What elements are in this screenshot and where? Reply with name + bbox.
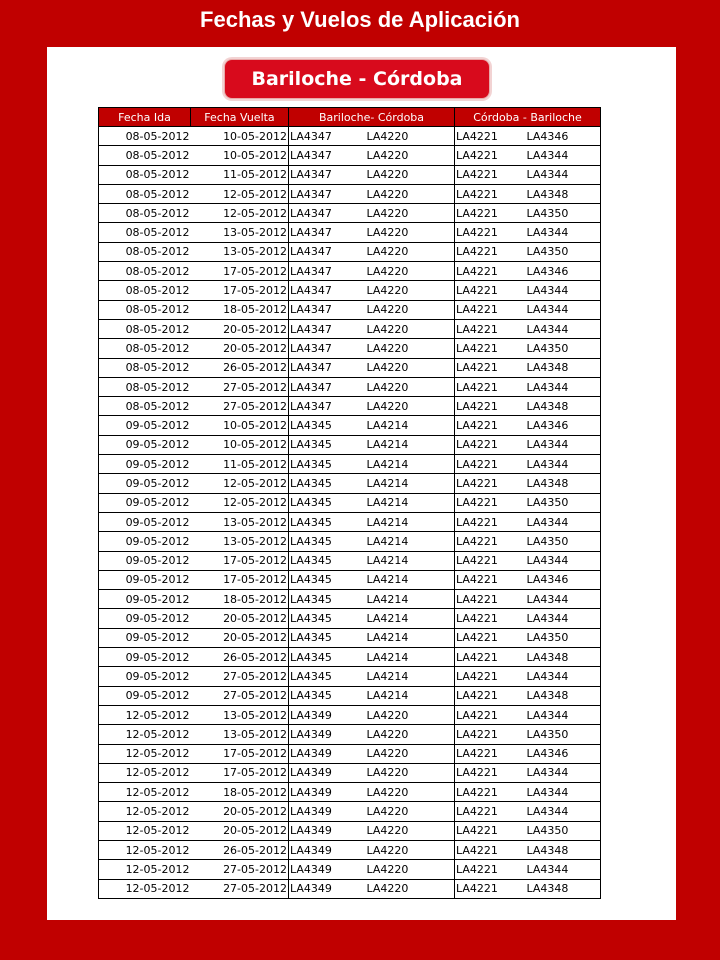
vuelta-vuelo-1-cell: LA4221 — [455, 397, 526, 416]
ida-vuelo-2-cell: LA4220 — [366, 281, 455, 300]
fecha-vuelta-cell: 13-05-2012 — [191, 242, 289, 261]
ida-vuelo-1-cell: LA4347 — [289, 377, 366, 396]
table-row — [99, 358, 601, 377]
vuelta-vuelo-2-cell: LA4350 — [526, 532, 601, 551]
vuelta-vuelo-1-cell: LA4221 — [455, 725, 526, 744]
fecha-vuelta-cell: 18-05-2012 — [191, 783, 289, 802]
ida-vuelo-1-cell: LA4345 — [289, 416, 366, 435]
vuelta-vuelo-1-cell: LA4221 — [455, 570, 526, 589]
table-row — [99, 648, 601, 667]
ida-vuelo-2-cell: LA4214 — [366, 648, 455, 667]
ida-vuelo-2-cell: LA4220 — [366, 705, 455, 724]
table-row — [99, 165, 601, 184]
ida-vuelo-1-cell: LA4345 — [289, 493, 366, 512]
ida-vuelo-1-cell: LA4345 — [289, 435, 366, 454]
vuelta-vuelo-1-cell: LA4221 — [455, 184, 526, 203]
vuelta-vuelo-1-cell: LA4221 — [455, 377, 526, 396]
fecha-ida-cell: 12-05-2012 — [99, 744, 191, 763]
ida-vuelo-2-cell: LA4220 — [366, 319, 455, 338]
fecha-vuelta-cell: 20-05-2012 — [191, 339, 289, 358]
table-row — [99, 223, 601, 242]
ida-vuelo-2-cell: LA4214 — [366, 455, 455, 474]
fecha-vuelta-cell: 12-05-2012 — [191, 493, 289, 512]
vuelta-vuelo-2-cell: LA4348 — [526, 184, 601, 203]
fecha-ida-cell: 12-05-2012 — [99, 783, 191, 802]
content-panel — [47, 47, 676, 920]
fecha-vuelta-cell: 18-05-2012 — [191, 300, 289, 319]
vuelta-vuelo-2-cell: LA4344 — [526, 783, 601, 802]
ida-vuelo-2-cell: LA4220 — [366, 840, 455, 859]
ida-vuelo-1-cell: LA4345 — [289, 512, 366, 531]
vuelta-vuelo-2-cell: LA4346 — [526, 570, 601, 589]
ida-vuelo-1-cell: LA4347 — [289, 165, 366, 184]
fecha-ida-cell: 12-05-2012 — [99, 802, 191, 821]
table-row — [99, 319, 601, 338]
table-row — [99, 840, 601, 859]
ida-vuelo-2-cell: LA4214 — [366, 512, 455, 531]
vuelta-vuelo-1-cell: LA4221 — [455, 686, 526, 705]
fecha-vuelta-cell: 20-05-2012 — [191, 821, 289, 840]
vuelta-vuelo-1-cell: LA4221 — [455, 532, 526, 551]
ida-vuelo-2-cell: LA4220 — [366, 127, 455, 146]
ida-vuelo-1-cell: LA4349 — [289, 840, 366, 859]
ida-vuelo-1-cell: LA4347 — [289, 339, 366, 358]
vuelta-vuelo-2-cell: LA4344 — [526, 763, 601, 782]
fecha-ida-cell: 09-05-2012 — [99, 435, 191, 454]
vuelta-vuelo-2-cell: LA4344 — [526, 377, 601, 396]
vuelta-vuelo-1-cell: LA4221 — [455, 165, 526, 184]
fecha-vuelta-cell: 10-05-2012 — [191, 127, 289, 146]
fecha-ida-cell: 08-05-2012 — [99, 281, 191, 300]
ida-vuelo-2-cell: LA4220 — [366, 725, 455, 744]
ida-vuelo-2-cell: LA4214 — [366, 570, 455, 589]
ida-vuelo-1-cell: LA4347 — [289, 204, 366, 223]
ida-vuelo-2-cell: LA4220 — [366, 783, 455, 802]
fecha-ida-cell: 08-05-2012 — [99, 127, 191, 146]
table-row — [99, 493, 601, 512]
vuelta-vuelo-1-cell: LA4221 — [455, 879, 526, 898]
vuelta-vuelo-2-cell: LA4344 — [526, 609, 601, 628]
vuelta-vuelo-2-cell: LA4346 — [526, 262, 601, 281]
fecha-vuelta-cell: 26-05-2012 — [191, 648, 289, 667]
ida-vuelo-2-cell: LA4220 — [366, 146, 455, 165]
fecha-vuelta-cell: 13-05-2012 — [191, 532, 289, 551]
header-cordoba-bariloche: Córdoba - Bariloche — [455, 108, 601, 127]
ida-vuelo-1-cell: LA4347 — [289, 184, 366, 203]
fecha-ida-cell: 12-05-2012 — [99, 879, 191, 898]
ida-vuelo-1-cell: LA4349 — [289, 802, 366, 821]
header-fecha-ida: Fecha Ida — [99, 108, 191, 127]
vuelta-vuelo-2-cell: LA4346 — [526, 127, 601, 146]
ida-vuelo-2-cell: LA4220 — [366, 242, 455, 261]
table-row — [99, 435, 601, 454]
ida-vuelo-2-cell: LA4220 — [366, 358, 455, 377]
fecha-ida-cell: 08-05-2012 — [99, 377, 191, 396]
fecha-ida-cell: 09-05-2012 — [99, 532, 191, 551]
ida-vuelo-2-cell: LA4220 — [366, 860, 455, 879]
table-row — [99, 146, 601, 165]
ida-vuelo-1-cell: LA4347 — [289, 223, 366, 242]
ida-vuelo-1-cell: LA4349 — [289, 744, 366, 763]
fecha-vuelta-cell: 27-05-2012 — [191, 667, 289, 686]
table-row — [99, 551, 601, 570]
header-bariloche-cordoba: Bariloche- Córdoba — [289, 108, 455, 127]
fecha-ida-cell: 12-05-2012 — [99, 705, 191, 724]
table-row — [99, 590, 601, 609]
fecha-vuelta-cell: 26-05-2012 — [191, 840, 289, 859]
fecha-vuelta-cell: 18-05-2012 — [191, 590, 289, 609]
fecha-vuelta-cell: 26-05-2012 — [191, 358, 289, 377]
ida-vuelo-2-cell: LA4220 — [366, 377, 455, 396]
ida-vuelo-1-cell: LA4349 — [289, 879, 366, 898]
ida-vuelo-2-cell: LA4214 — [366, 474, 455, 493]
fecha-ida-cell: 08-05-2012 — [99, 165, 191, 184]
ida-vuelo-1-cell: LA4347 — [289, 319, 366, 338]
ida-vuelo-1-cell: LA4345 — [289, 648, 366, 667]
table-row — [99, 455, 601, 474]
table-row — [99, 262, 601, 281]
page-title: Fechas y Vuelos de Aplicación — [200, 7, 520, 32]
table-row — [99, 300, 601, 319]
vuelta-vuelo-1-cell: LA4221 — [455, 763, 526, 782]
ida-vuelo-2-cell: LA4220 — [366, 397, 455, 416]
fecha-ida-cell: 08-05-2012 — [99, 184, 191, 203]
vuelta-vuelo-1-cell: LA4221 — [455, 628, 526, 647]
ida-vuelo-2-cell: LA4220 — [366, 879, 455, 898]
table-row — [99, 512, 601, 531]
table-row — [99, 744, 601, 763]
vuelta-vuelo-2-cell: LA4350 — [526, 242, 601, 261]
ida-vuelo-2-cell: LA4220 — [366, 223, 455, 242]
fecha-ida-cell: 08-05-2012 — [99, 242, 191, 261]
vuelta-vuelo-2-cell: LA4348 — [526, 879, 601, 898]
table-row — [99, 474, 601, 493]
fecha-ida-cell: 12-05-2012 — [99, 763, 191, 782]
fecha-vuelta-cell: 10-05-2012 — [191, 146, 289, 165]
fecha-ida-cell: 08-05-2012 — [99, 223, 191, 242]
ida-vuelo-2-cell: LA4220 — [366, 262, 455, 281]
vuelta-vuelo-2-cell: LA4346 — [526, 744, 601, 763]
vuelta-vuelo-1-cell: LA4221 — [455, 667, 526, 686]
header-fecha-vuelta: Fecha Vuelta — [191, 108, 289, 127]
vuelta-vuelo-1-cell: LA4221 — [455, 493, 526, 512]
table-row — [99, 705, 601, 724]
ida-vuelo-1-cell: LA4349 — [289, 821, 366, 840]
table-row — [99, 532, 601, 551]
fecha-ida-cell: 09-05-2012 — [99, 416, 191, 435]
table-row — [99, 242, 601, 261]
ida-vuelo-2-cell: LA4220 — [366, 744, 455, 763]
fecha-vuelta-cell: 17-05-2012 — [191, 744, 289, 763]
vuelta-vuelo-2-cell: LA4344 — [526, 223, 601, 242]
vuelta-vuelo-1-cell: LA4221 — [455, 339, 526, 358]
fecha-vuelta-cell: 20-05-2012 — [191, 319, 289, 338]
fecha-ida-cell: 09-05-2012 — [99, 493, 191, 512]
ida-vuelo-1-cell: LA4345 — [289, 570, 366, 589]
ida-vuelo-1-cell: LA4345 — [289, 609, 366, 628]
vuelta-vuelo-1-cell: LA4221 — [455, 242, 526, 261]
vuelta-vuelo-2-cell: LA4344 — [526, 860, 601, 879]
vuelta-vuelo-2-cell: LA4344 — [526, 551, 601, 570]
table-row — [99, 127, 601, 146]
fecha-vuelta-cell: 27-05-2012 — [191, 397, 289, 416]
fecha-ida-cell: 08-05-2012 — [99, 358, 191, 377]
table-row — [99, 609, 601, 628]
fecha-ida-cell: 09-05-2012 — [99, 551, 191, 570]
table-row — [99, 204, 601, 223]
fecha-ida-cell: 09-05-2012 — [99, 590, 191, 609]
fecha-ida-cell: 08-05-2012 — [99, 397, 191, 416]
vuelta-vuelo-2-cell: LA4344 — [526, 165, 601, 184]
fecha-ida-cell: 08-05-2012 — [99, 300, 191, 319]
table-row — [99, 570, 601, 589]
fecha-vuelta-cell: 17-05-2012 — [191, 763, 289, 782]
flights-table-body — [99, 127, 601, 899]
ida-vuelo-2-cell: LA4220 — [366, 339, 455, 358]
vuelta-vuelo-2-cell: LA4344 — [526, 146, 601, 165]
fecha-ida-cell: 08-05-2012 — [99, 204, 191, 223]
vuelta-vuelo-2-cell: LA4344 — [526, 512, 601, 531]
fecha-ida-cell: 12-05-2012 — [99, 725, 191, 744]
ida-vuelo-1-cell: LA4347 — [289, 300, 366, 319]
fecha-vuelta-cell: 12-05-2012 — [191, 184, 289, 203]
fecha-vuelta-cell: 13-05-2012 — [191, 705, 289, 724]
fecha-vuelta-cell: 17-05-2012 — [191, 551, 289, 570]
route-badge: Bariloche - Córdoba — [225, 60, 489, 98]
table-row — [99, 686, 601, 705]
ida-vuelo-1-cell: LA4345 — [289, 474, 366, 493]
ida-vuelo-2-cell: LA4214 — [366, 435, 455, 454]
vuelta-vuelo-2-cell: LA4344 — [526, 590, 601, 609]
ida-vuelo-2-cell: LA4220 — [366, 821, 455, 840]
fecha-ida-cell: 08-05-2012 — [99, 319, 191, 338]
vuelta-vuelo-1-cell: LA4221 — [455, 223, 526, 242]
vuelta-vuelo-1-cell: LA4221 — [455, 821, 526, 840]
ida-vuelo-2-cell: LA4220 — [366, 165, 455, 184]
vuelta-vuelo-2-cell: LA4348 — [526, 686, 601, 705]
vuelta-vuelo-2-cell: LA4348 — [526, 474, 601, 493]
vuelta-vuelo-2-cell: LA4348 — [526, 397, 601, 416]
vuelta-vuelo-1-cell: LA4221 — [455, 127, 526, 146]
vuelta-vuelo-1-cell: LA4221 — [455, 590, 526, 609]
fecha-vuelta-cell: 27-05-2012 — [191, 860, 289, 879]
ida-vuelo-2-cell: LA4214 — [366, 609, 455, 628]
fecha-vuelta-cell: 13-05-2012 — [191, 512, 289, 531]
ida-vuelo-2-cell: LA4214 — [366, 416, 455, 435]
ida-vuelo-1-cell: LA4347 — [289, 358, 366, 377]
table-row — [99, 397, 601, 416]
vuelta-vuelo-1-cell: LA4221 — [455, 705, 526, 724]
vuelta-vuelo-1-cell: LA4221 — [455, 262, 526, 281]
ida-vuelo-2-cell: LA4220 — [366, 300, 455, 319]
vuelta-vuelo-1-cell: LA4221 — [455, 512, 526, 531]
table-row — [99, 281, 601, 300]
fecha-vuelta-cell: 20-05-2012 — [191, 802, 289, 821]
vuelta-vuelo-1-cell: LA4221 — [455, 648, 526, 667]
fecha-vuelta-cell: 10-05-2012 — [191, 435, 289, 454]
table-row — [99, 725, 601, 744]
ida-vuelo-2-cell: LA4220 — [366, 204, 455, 223]
ida-vuelo-1-cell: LA4345 — [289, 667, 366, 686]
fecha-vuelta-cell: 10-05-2012 — [191, 416, 289, 435]
fecha-ida-cell: 09-05-2012 — [99, 686, 191, 705]
table-row — [99, 783, 601, 802]
ida-vuelo-1-cell: LA4347 — [289, 281, 366, 300]
fecha-ida-cell: 09-05-2012 — [99, 455, 191, 474]
vuelta-vuelo-1-cell: LA4221 — [455, 358, 526, 377]
fecha-vuelta-cell: 13-05-2012 — [191, 223, 289, 242]
ida-vuelo-1-cell: LA4345 — [289, 532, 366, 551]
table-row — [99, 667, 601, 686]
fecha-ida-cell: 08-05-2012 — [99, 262, 191, 281]
vuelta-vuelo-1-cell: LA4221 — [455, 840, 526, 859]
vuelta-vuelo-2-cell: LA4350 — [526, 821, 601, 840]
ida-vuelo-1-cell: LA4349 — [289, 725, 366, 744]
vuelta-vuelo-2-cell: LA4344 — [526, 802, 601, 821]
vuelta-vuelo-1-cell: LA4221 — [455, 744, 526, 763]
vuelta-vuelo-1-cell: LA4221 — [455, 416, 526, 435]
vuelta-vuelo-1-cell: LA4221 — [455, 319, 526, 338]
table-row — [99, 416, 601, 435]
fecha-ida-cell: 09-05-2012 — [99, 628, 191, 647]
vuelta-vuelo-1-cell: LA4221 — [455, 474, 526, 493]
vuelta-vuelo-2-cell: LA4344 — [526, 705, 601, 724]
vuelta-vuelo-2-cell: LA4350 — [526, 493, 601, 512]
flights-table — [98, 107, 601, 899]
vuelta-vuelo-2-cell: LA4344 — [526, 435, 601, 454]
ida-vuelo-1-cell: LA4347 — [289, 397, 366, 416]
vuelta-vuelo-1-cell: LA4221 — [455, 783, 526, 802]
table-row — [99, 377, 601, 396]
ida-vuelo-1-cell: LA4345 — [289, 628, 366, 647]
table-row — [99, 339, 601, 358]
fecha-vuelta-cell: 20-05-2012 — [191, 609, 289, 628]
table-header-row — [99, 108, 601, 127]
fecha-vuelta-cell: 17-05-2012 — [191, 262, 289, 281]
ida-vuelo-1-cell: LA4349 — [289, 783, 366, 802]
table-row — [99, 628, 601, 647]
fecha-ida-cell: 09-05-2012 — [99, 609, 191, 628]
ida-vuelo-1-cell: LA4347 — [289, 242, 366, 261]
ida-vuelo-2-cell: LA4220 — [366, 184, 455, 203]
ida-vuelo-2-cell: LA4214 — [366, 628, 455, 647]
ida-vuelo-1-cell: LA4349 — [289, 860, 366, 879]
ida-vuelo-2-cell: LA4214 — [366, 686, 455, 705]
ida-vuelo-1-cell: LA4347 — [289, 146, 366, 165]
vuelta-vuelo-2-cell: LA4344 — [526, 667, 601, 686]
ida-vuelo-1-cell: LA4347 — [289, 127, 366, 146]
ida-vuelo-1-cell: LA4345 — [289, 455, 366, 474]
table-row — [99, 860, 601, 879]
fecha-ida-cell: 09-05-2012 — [99, 512, 191, 531]
vuelta-vuelo-1-cell: LA4221 — [455, 860, 526, 879]
table-row — [99, 802, 601, 821]
vuelta-vuelo-1-cell: LA4221 — [455, 146, 526, 165]
vuelta-vuelo-2-cell: LA4348 — [526, 840, 601, 859]
vuelta-vuelo-2-cell: LA4344 — [526, 300, 601, 319]
fecha-vuelta-cell: 27-05-2012 — [191, 377, 289, 396]
fecha-ida-cell: 08-05-2012 — [99, 146, 191, 165]
vuelta-vuelo-1-cell: LA4221 — [455, 281, 526, 300]
vuelta-vuelo-2-cell: LA4350 — [526, 204, 601, 223]
vuelta-vuelo-1-cell: LA4221 — [455, 455, 526, 474]
vuelta-vuelo-1-cell: LA4221 — [455, 435, 526, 454]
fecha-vuelta-cell: 17-05-2012 — [191, 281, 289, 300]
vuelta-vuelo-1-cell: LA4221 — [455, 300, 526, 319]
ida-vuelo-2-cell: LA4214 — [366, 532, 455, 551]
ida-vuelo-2-cell: LA4220 — [366, 802, 455, 821]
table-row — [99, 879, 601, 898]
ida-vuelo-2-cell: LA4214 — [366, 493, 455, 512]
fecha-vuelta-cell: 12-05-2012 — [191, 474, 289, 493]
ida-vuelo-2-cell: LA4220 — [366, 763, 455, 782]
ida-vuelo-2-cell: LA4214 — [366, 551, 455, 570]
fecha-ida-cell: 09-05-2012 — [99, 570, 191, 589]
vuelta-vuelo-2-cell: LA4350 — [526, 339, 601, 358]
ida-vuelo-2-cell: LA4214 — [366, 667, 455, 686]
vuelta-vuelo-2-cell: LA4348 — [526, 648, 601, 667]
fecha-vuelta-cell: 20-05-2012 — [191, 628, 289, 647]
fecha-ida-cell: 12-05-2012 — [99, 840, 191, 859]
ida-vuelo-1-cell: LA4345 — [289, 686, 366, 705]
vuelta-vuelo-1-cell: LA4221 — [455, 609, 526, 628]
fecha-ida-cell: 09-05-2012 — [99, 474, 191, 493]
vuelta-vuelo-1-cell: LA4221 — [455, 802, 526, 821]
fecha-vuelta-cell: 27-05-2012 — [191, 879, 289, 898]
ida-vuelo-1-cell: LA4345 — [289, 590, 366, 609]
ida-vuelo-2-cell: LA4214 — [366, 590, 455, 609]
fecha-ida-cell: 09-05-2012 — [99, 667, 191, 686]
vuelta-vuelo-2-cell: LA4344 — [526, 455, 601, 474]
table-row — [99, 184, 601, 203]
ida-vuelo-1-cell: LA4349 — [289, 763, 366, 782]
fecha-ida-cell: 12-05-2012 — [99, 821, 191, 840]
ida-vuelo-1-cell: LA4349 — [289, 705, 366, 724]
vuelta-vuelo-2-cell: LA4344 — [526, 281, 601, 300]
table-row — [99, 821, 601, 840]
fecha-vuelta-cell: 17-05-2012 — [191, 570, 289, 589]
fecha-vuelta-cell: 11-05-2012 — [191, 165, 289, 184]
ida-vuelo-1-cell: LA4347 — [289, 262, 366, 281]
fecha-ida-cell: 12-05-2012 — [99, 860, 191, 879]
fecha-vuelta-cell: 13-05-2012 — [191, 725, 289, 744]
vuelta-vuelo-2-cell: LA4350 — [526, 628, 601, 647]
vuelta-vuelo-2-cell: LA4350 — [526, 725, 601, 744]
vuelta-vuelo-2-cell: LA4346 — [526, 416, 601, 435]
vuelta-vuelo-1-cell: LA4221 — [455, 551, 526, 570]
vuelta-vuelo-1-cell: LA4221 — [455, 204, 526, 223]
fecha-vuelta-cell: 27-05-2012 — [191, 686, 289, 705]
fecha-ida-cell: 08-05-2012 — [99, 339, 191, 358]
fecha-vuelta-cell: 12-05-2012 — [191, 204, 289, 223]
ida-vuelo-1-cell: LA4345 — [289, 551, 366, 570]
fecha-vuelta-cell: 11-05-2012 — [191, 455, 289, 474]
fecha-ida-cell: 09-05-2012 — [99, 648, 191, 667]
vuelta-vuelo-2-cell: LA4348 — [526, 358, 601, 377]
table-row — [99, 763, 601, 782]
vuelta-vuelo-2-cell: LA4344 — [526, 319, 601, 338]
